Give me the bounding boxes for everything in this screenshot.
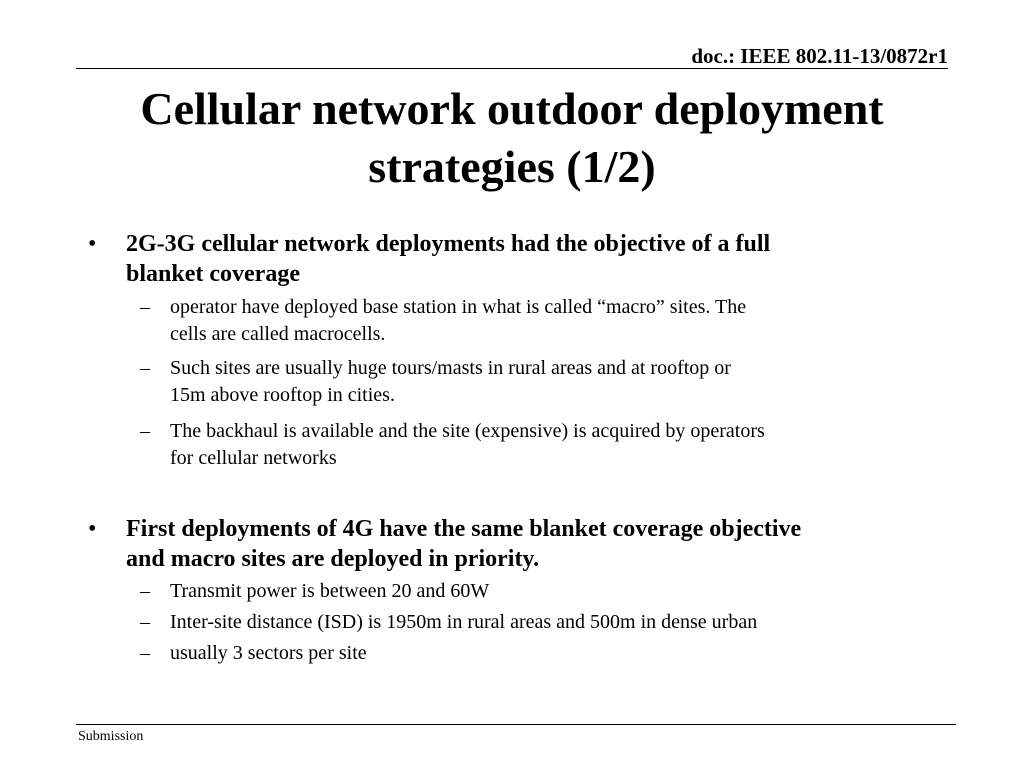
sub-bullet-text-line: Inter-site distance (ISD) is 1950m in rural areas and 500m in dense urban bbox=[170, 611, 758, 633]
dash-mark: – bbox=[140, 580, 150, 602]
slide-title-line-1: Cellular network outdoor deployment bbox=[140, 83, 884, 134]
sub-bullet-text-line: Transmit power is between 20 and 60W bbox=[170, 580, 490, 602]
dash-mark: – bbox=[140, 357, 150, 379]
bullet-mark: • bbox=[88, 231, 97, 257]
sub-bullet-text-line: operator have deployed base station in what is called “macro” sites. The bbox=[170, 296, 747, 318]
sub-bullet-text-line: cells are called macrocells. bbox=[170, 323, 386, 345]
bullet-mark: • bbox=[88, 516, 97, 542]
sub-bullet-item bbox=[140, 609, 940, 636]
header-divider bbox=[76, 68, 948, 69]
sub-bullet-item bbox=[140, 578, 940, 605]
sub-bullet-item bbox=[140, 418, 940, 472]
slide-title bbox=[60, 80, 964, 196]
sub-bullet-text-line: usually 3 sectors per site bbox=[170, 642, 367, 664]
sub-bullet-item bbox=[140, 294, 940, 348]
sub-bullet-text-line: The backhaul is available and the site (expensive) is acquired by operators bbox=[170, 420, 765, 442]
slide-title-line-2: strategies (1/2) bbox=[368, 141, 656, 192]
bullet-text-line: First deployments of 4G have the same blanket coverage objective bbox=[126, 516, 802, 542]
bullet-text-line: 2G-3G cellular network deployments had the objective of a full bbox=[126, 231, 771, 257]
sub-bullet-text-line: Such sites are usually huge tours/masts in rural areas and at rooftop or bbox=[170, 357, 731, 379]
document-id: doc.: IEEE 802.11-13/0872r1 bbox=[691, 44, 948, 68]
sub-bullet-item bbox=[140, 640, 940, 667]
dash-mark: – bbox=[140, 642, 150, 664]
sub-bullet-text-line: 15m above rooftop in cities. bbox=[170, 384, 395, 406]
footer-divider bbox=[76, 724, 956, 725]
footer-submission: Submission bbox=[78, 729, 144, 744]
dash-mark: – bbox=[140, 296, 150, 318]
bullet-item bbox=[88, 514, 936, 574]
sub-bullet-text-line: for cellular networks bbox=[170, 447, 337, 469]
bullet-item bbox=[88, 229, 936, 289]
dash-mark: – bbox=[140, 420, 150, 442]
bullet-text-line: blanket coverage bbox=[126, 261, 300, 287]
bullet-text-line: and macro sites are deployed in priority. bbox=[126, 546, 540, 572]
sub-bullet-item bbox=[140, 355, 940, 409]
dash-mark: – bbox=[140, 611, 150, 633]
